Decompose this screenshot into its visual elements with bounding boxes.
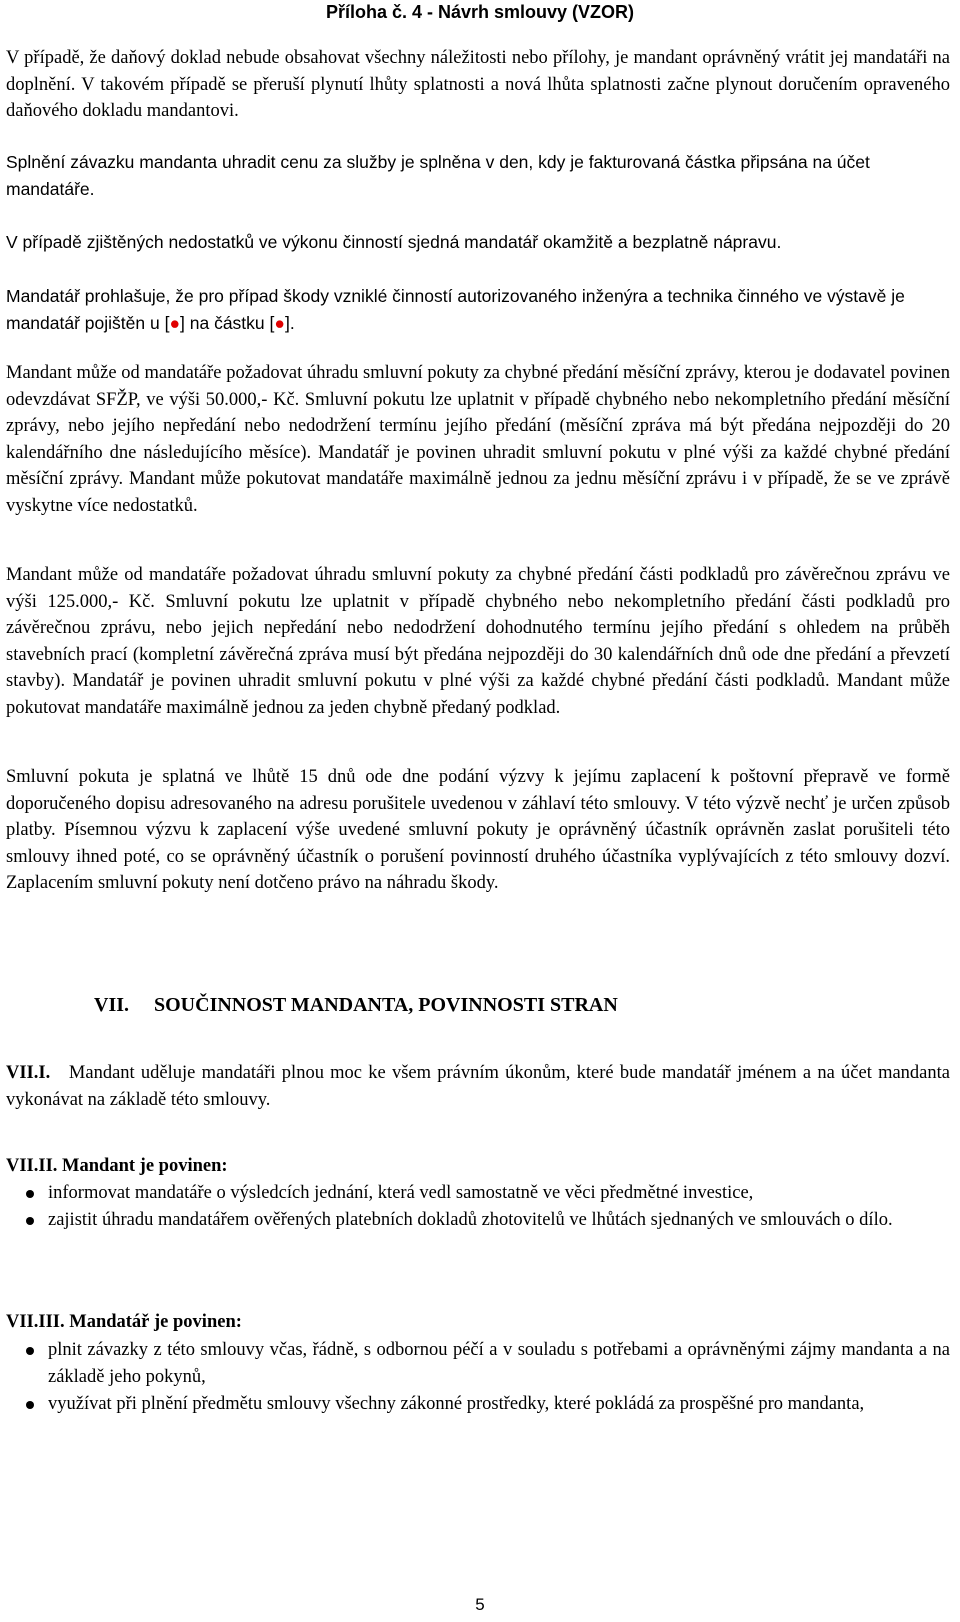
page-header: Příloha č. 4 - Návrh smlouvy (VZOR) <box>325 2 635 22</box>
list-item: plnit závazky z této smlouvy včas, řádně, s odbornou péčí a v souladu s potřebami a oprávněnými zájmy mandanta a na základě jeho pokynů, <box>0 1337 950 1391</box>
paragraph-payment-fulfillment: Splnění závazku mandanta uhradit cenu za služby je splněna v den, kdy je fakturovaná částka připsána na účet mandatáře. <box>6 152 870 199</box>
clause-label: VII.I. <box>6 1063 51 1083</box>
insurance-text-a: Mandatář prohlašuje, že pro případ škody vzniklé činností autorizovaného inženýra a technika činného ve výstavě je mandatář pojištěn u [ <box>6 286 905 333</box>
bullet-icon <box>26 1190 34 1198</box>
page-number: 5 <box>475 1595 485 1614</box>
clause-label: VII.III. <box>6 1312 65 1332</box>
bullet-icon <box>26 1217 34 1225</box>
placeholder-marker: ● <box>169 312 181 333</box>
mandant-duties-list <box>0 1180 950 1234</box>
bullet-icon <box>26 1347 34 1355</box>
list-item: informovat mandatáře o výsledcích jednání, která vedl samostatně ve věci předmětné investice, <box>0 1180 950 1207</box>
clause-label: VII.II. <box>6 1156 58 1176</box>
bullet-icon <box>26 1401 34 1409</box>
clause-mandatar-duties-heading <box>6 1309 242 1336</box>
paragraph-penalty-payment: Smluvní pokuta je splatná ve lhůtě 15 dnů ode dne podání výzvy k jejímu zaplacení k poštovní přepravě ve formě doporučeného dopisu adresovaného na adresu porušitele uvedenou v záhlaví této smlouvy. V této výzvě nechť je určen způsob platby. Písemnou výzvu k zaplacení výše uvedené smluvní pokuty je oprávněný účastník oprávněn zaslat porušiteli této smlouvy ihned poté, co se oprávněný účastník o porušení povinností druhého účastníka vyplývajících z této smlouvy dozví. Zaplacením smluvní pokuty není dotčeno právo na náhradu škody. <box>6 767 950 893</box>
section-title: SOUČINNOST MANDANTA, POVINNOSTI STRAN <box>154 994 618 1016</box>
paragraph-monthly-report-penalty: Mandant může od mandatáře požadovat úhradu smluvní pokuty za chybné předání měsíční zprávy, kterou je dodavatel povinen odevzdávat SFŽP, ve výši 50.000,- Kč. Smluvní pokutu lze uplatnit v případě chybného nebo nekompletního předání měsíční zprávy, nebo jejího nepředání nebo nedodržení termínu jejího předání (měsíční zpráva má být předána nejpozději do 20 kalendářního dne následujícího měsíce). Mandatář je povinen uhradit smluvní pokutu v plné výši za každé chybné předání měsíční zprávy. Mandant může pokutovat mandatáře maximálně jednou za jednu měsíční zprávu i v případě, že se ve zprávě vyskytne více nedostatků. <box>6 363 950 516</box>
insurance-text-b: ] na částku [ <box>180 312 275 333</box>
section-number: VII. <box>94 994 130 1016</box>
clause-title: Mandant je povinen: <box>62 1156 228 1176</box>
placeholder-marker: ● <box>274 312 285 333</box>
paragraph-defects-remedy: V případě zjištěných nedostatků ve výkonu činností sjedná mandatář okamžitě a bezplatně nápravu. <box>6 232 782 252</box>
clause-power-of-attorney <box>6 1060 950 1113</box>
insurance-text-c: ]. <box>284 312 295 333</box>
clause-mandant-duties-heading <box>6 1153 228 1180</box>
section-heading <box>94 991 618 1019</box>
mandatar-duties-list <box>0 1337 950 1418</box>
paragraph-invoice-return: V případě, že daňový doklad nebude obsahovat všechny náležitosti nebo přílohy, je mandant oprávněný vrátit jej mandatáři na doplnění. V takovém případě se přeruší plynutí lhůty splatnosti a nová lhůta splatnosti začne plynout doručením opraveného daňového dokladu mandantovi. <box>6 48 950 121</box>
list-item: využívat při plnění předmětu smlouvy všechny zákonné prostředky, které pokládá za prospěšné pro mandanta, <box>0 1391 950 1418</box>
list-item: zajistit úhradu mandatářem ověřených platebních dokladů zhotovitelů ve lhůtách sjednaných ve smlouvách o dílo. <box>0 1207 950 1234</box>
paragraph-insurance <box>6 283 950 336</box>
clause-title: Mandatář je povinen: <box>69 1312 242 1332</box>
clause-text: Mandant uděluje mandatáři plnou moc ke všem právním úkonům, které bude mandatář jménem a na účet mandanta vykonávat na základě této smlouvy. <box>6 1063 950 1110</box>
paragraph-final-report-penalty: Mandant může od mandatáře požadovat úhradu smluvní pokuty za chybné předání části podkladů pro závěrečnou zprávu ve výši 125.000,- Kč. Smluvní pokutu lze uplatnit v případě chybného nebo nekompletního předání části podkladů pro závěrečnou zprávu, nebo jejich nepředání nebo nedodržení dohodnutého termínu jejího předání s ohledem na průběh stavebních prací (kompletní závěrečná zpráva musí být předána nejpozději do 30 kalendářních dnů ode dne předání a převzetí stavby). Mandatář je povinen uhradit smluvní pokutu v plné výši za každé chybné předání části podkladů. Mandant může pokutovat mandatáře maximálně jednou za jeden chybně předaný podklad. <box>6 565 950 718</box>
